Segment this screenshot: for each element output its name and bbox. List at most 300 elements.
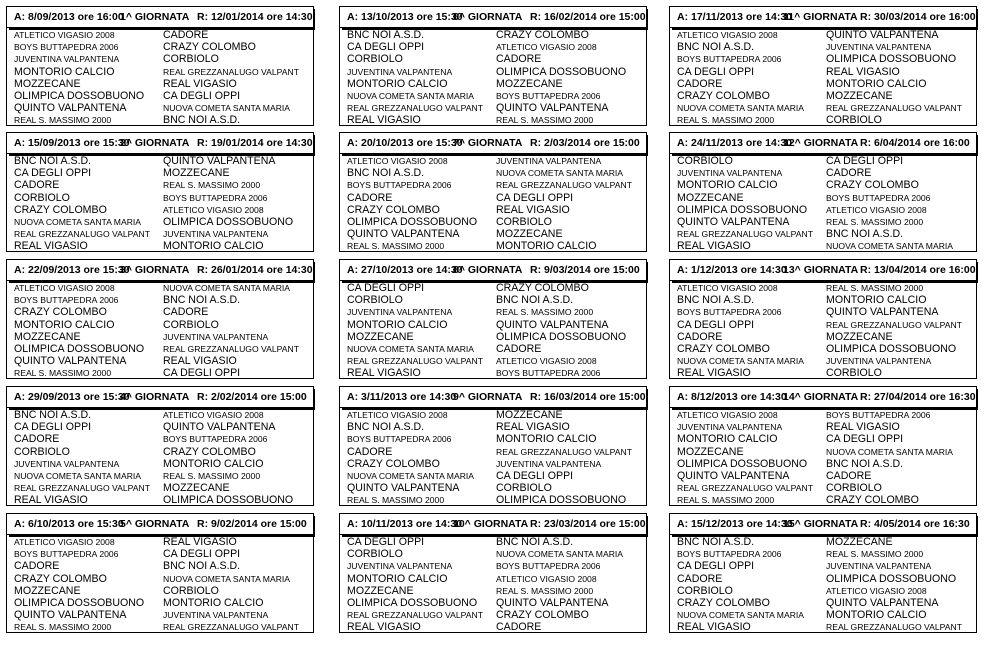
match-row [7, 409, 313, 421]
round-header [7, 260, 313, 281]
match-row [340, 66, 646, 78]
away-team: NUOVA COMETA SANTA MARIA [163, 103, 291, 114]
match-row [670, 494, 976, 506]
away-team: ATLETICO VIGASIO 2008 [163, 410, 264, 420]
match-row [7, 367, 313, 379]
match-row [7, 343, 313, 355]
match-row [670, 331, 976, 343]
round-title: 1^ GIORNATA [120, 11, 190, 23]
away-team: CRAZY COLOMBO [826, 179, 919, 192]
home-team: ATLETICO VIGASIO 2008 [677, 410, 778, 420]
round-header [340, 133, 646, 154]
match-row [7, 306, 313, 318]
round-title: 3^ GIORNATA [120, 264, 190, 276]
away-team: REAL VIGASIO [496, 203, 570, 216]
home-team: CRAZY COLOMBO [347, 203, 440, 216]
home-team: REAL GREZZANALUGO VALPANT [347, 356, 483, 367]
round-title: 10^ GIORNATA [453, 518, 529, 530]
round-card [6, 132, 314, 252]
away-team: ATLETICO VIGASIO 2008 [496, 573, 597, 584]
home-team: CA DEGLI OPPI [14, 421, 92, 434]
home-team: NUOVA COMETA SANTA MARIA [14, 470, 142, 481]
away-team: CRAZY COLOMBO [163, 41, 256, 54]
away-team: CORBIOLO [826, 482, 882, 495]
home-team: REAL S. MASSIMO 2000 [14, 115, 112, 126]
away-team: QUINTO VALPANTENA [826, 306, 939, 319]
home-team: CORBIOLO [14, 191, 70, 204]
round-header [670, 514, 976, 535]
match-row [7, 228, 313, 240]
round-card [339, 513, 647, 633]
away-team: JUVENTINA VALPANTENA [826, 356, 932, 367]
home-team: CA DEGLI OPPI [677, 318, 755, 331]
home-team: QUINTO VALPANTENA [347, 228, 460, 241]
away-team: BNC NOI A.S.D. [163, 114, 241, 127]
home-team: CA DEGLI OPPI [347, 282, 425, 294]
away-team: JUVENTINA VALPANTENA [826, 42, 932, 53]
away-team: MONTORIO CALCIO [826, 609, 927, 622]
away-team: JUVENTINA VALPANTENA [826, 561, 932, 572]
match-row [340, 548, 646, 560]
home-team: CADORE [677, 77, 723, 90]
match-row [340, 282, 646, 294]
match-row [340, 343, 646, 355]
match-row [7, 78, 313, 90]
round-card [669, 513, 977, 633]
away-team: REAL GREZZANALUGO VALPANT [163, 622, 299, 633]
away-team: QUINTO VALPANTENA [496, 102, 609, 115]
home-team: MONTORIO CALCIO [677, 433, 778, 446]
match-row [670, 560, 976, 572]
match-row [670, 66, 976, 78]
match-row [340, 482, 646, 494]
match-row [7, 446, 313, 458]
andata-date: A: 8/12/2013 ore 14:30 [677, 391, 787, 403]
away-team: CA DEGLI OPPI [163, 548, 241, 561]
match-row [670, 192, 976, 204]
away-team: BOYS BUTTAPEDRA 2006 [496, 90, 601, 101]
home-team: BNC NOI A.S.D. [347, 167, 425, 180]
match-row [340, 102, 646, 114]
away-team: BNC NOI A.S.D. [496, 536, 574, 548]
match-row [340, 421, 646, 433]
home-team: MOZZECANE [347, 330, 414, 343]
home-team: ATLETICO VIGASIO 2008 [347, 156, 448, 166]
away-team: CA DEGLI OPPI [826, 155, 904, 167]
andata-date: A: 29/09/2013 ore 15:30 [14, 391, 130, 403]
match-row [670, 367, 976, 379]
away-team: CORBIOLO [496, 215, 552, 228]
round-card [669, 6, 977, 126]
match-row [670, 482, 976, 494]
away-team: MOZZECANE [496, 228, 563, 241]
away-team: REAL GREZZANALUGO VALPANT [826, 319, 962, 330]
match-row [670, 343, 976, 355]
match-row [670, 167, 976, 179]
round-header [670, 7, 976, 28]
home-team: QUINTO VALPANTENA [677, 469, 790, 482]
match-row [7, 536, 313, 548]
match-row [340, 114, 646, 126]
match-row [7, 102, 313, 114]
away-team: ATLETICO VIGASIO 2008 [496, 356, 597, 367]
away-team: REAL S. MASSIMO 2000 [163, 180, 261, 191]
match-row [7, 482, 313, 494]
home-team: REAL GREZZANALUGO VALPANT [347, 610, 483, 621]
match-row [340, 621, 646, 633]
match-row [340, 446, 646, 458]
match-list [670, 155, 976, 253]
round-card [6, 386, 314, 506]
round-header [7, 7, 313, 28]
home-team: OLIMPICA DOSSOBUONO [14, 596, 145, 609]
match-row [670, 548, 976, 560]
away-team: CA DEGLI OPPI [163, 367, 241, 380]
andata-date: A: 10/11/2013 ore 14:30 [347, 518, 462, 530]
home-team: OLIMPICA DOSSOBUONO [347, 596, 478, 609]
andata-date: A: 13/10/2013 ore 15:30 [347, 11, 463, 23]
away-team: CADORE [496, 621, 542, 634]
away-team: REAL VIGASIO [826, 65, 900, 78]
away-team: CORBIOLO [496, 482, 552, 495]
home-team: CADORE [14, 179, 60, 192]
match-row [7, 597, 313, 609]
match-row [670, 29, 976, 41]
match-row [340, 494, 646, 506]
home-team: BOYS BUTTAPEDRA 2006 [677, 54, 782, 65]
round-card [669, 386, 977, 506]
home-team: NUOVA COMETA SANTA MARIA [677, 610, 805, 621]
home-team: REAL S. MASSIMO 2000 [347, 495, 445, 506]
match-list [670, 282, 976, 380]
match-row [670, 470, 976, 482]
away-team: OLIMPICA DOSSOBUONO [826, 342, 957, 355]
home-team: REAL VIGASIO [347, 114, 421, 127]
home-team: CRAZY COLOMBO [677, 596, 770, 609]
away-team: MONTORIO CALCIO [496, 433, 597, 446]
home-team: JUVENTINA VALPANTENA [347, 66, 453, 77]
home-team: CORBIOLO [14, 445, 70, 458]
home-team: MONTORIO CALCIO [347, 77, 448, 90]
match-row [7, 573, 313, 585]
match-list [670, 536, 976, 634]
home-team: NUOVA COMETA SANTA MARIA [14, 216, 142, 227]
away-team: OLIMPICA DOSSOBUONO [496, 330, 627, 343]
home-team: REAL S. MASSIMO 2000 [14, 368, 112, 379]
match-row [340, 294, 646, 306]
andata-date: A: 3/11/2013 ore 14:30 [347, 391, 457, 403]
round-title: 14^ GIORNATA [783, 391, 859, 403]
home-team: BNC NOI A.S.D. [347, 421, 425, 434]
ritorno-date: R: 19/01/2014 ore 14:30 [197, 137, 313, 149]
match-list [340, 282, 646, 380]
round-card [669, 132, 977, 252]
away-team: ATLETICO VIGASIO 2008 [826, 585, 927, 596]
home-team: QUINTO VALPANTENA [14, 102, 127, 115]
away-team: OLIMPICA DOSSOBUONO [826, 53, 957, 66]
match-row [670, 609, 976, 621]
home-team: CA DEGLI OPPI [677, 560, 755, 573]
home-team: CADORE [677, 572, 723, 585]
match-row [670, 114, 976, 126]
home-team: BNC NOI A.S.D. [677, 41, 755, 54]
home-team: ATLETICO VIGASIO 2008 [14, 283, 115, 293]
round-card [6, 513, 314, 633]
round-card [339, 6, 647, 126]
round-header [7, 387, 313, 408]
match-row [340, 470, 646, 482]
match-row [670, 433, 976, 445]
home-team: CRAZY COLOMBO [14, 306, 107, 319]
away-team: REAL S. MASSIMO 2000 [496, 115, 594, 126]
match-row [340, 560, 646, 572]
away-team: CA DEGLI OPPI [163, 89, 241, 102]
away-team: REAL S. MASSIMO 2000 [826, 216, 924, 227]
home-team: REAL VIGASIO [677, 240, 751, 253]
away-team: REAL GREZZANALUGO VALPANT [826, 103, 962, 114]
away-team: REAL S. MASSIMO 2000 [163, 470, 261, 481]
match-row [340, 155, 646, 167]
home-team: QUINTO VALPANTENA [677, 215, 790, 228]
round-card [669, 259, 977, 379]
home-team: NUOVA COMETA SANTA MARIA [347, 90, 475, 101]
home-team: MOZZECANE [14, 584, 81, 597]
home-team: JUVENTINA VALPANTENA [14, 458, 120, 469]
match-row [670, 294, 976, 306]
away-team: REAL VIGASIO [163, 536, 237, 548]
home-team: BOYS BUTTAPEDRA 2006 [347, 180, 452, 191]
home-team: CADORE [14, 433, 60, 446]
away-team: MONTORIO CALCIO [496, 240, 597, 253]
match-row [670, 573, 976, 585]
home-team: MONTORIO CALCIO [347, 318, 448, 331]
away-team: BNC NOI A.S.D. [826, 457, 904, 470]
away-team: MOZZECANE [163, 167, 230, 180]
match-row [7, 470, 313, 482]
home-team: REAL S. MASSIMO 2000 [347, 241, 445, 252]
away-team: REAL GREZZANALUGO VALPANT [163, 343, 299, 354]
home-team: BOYS BUTTAPEDRA 2006 [14, 549, 119, 560]
match-list [340, 536, 646, 634]
away-team: CRAZY COLOMBO [496, 29, 589, 41]
home-team: REAL VIGASIO [14, 240, 88, 253]
away-team: REAL S. MASSIMO 2000 [826, 549, 924, 560]
away-team: OLIMPICA DOSSOBUONO [496, 65, 627, 78]
away-team: MOZZECANE [163, 482, 230, 495]
round-title: 7^ GIORNATA [453, 137, 523, 149]
home-team: NUOVA COMETA SANTA MARIA [347, 343, 475, 354]
round-header [7, 514, 313, 535]
ritorno-date: R: 13/04/2014 ore 16:00 [860, 264, 976, 276]
home-team: MONTORIO CALCIO [14, 65, 115, 78]
andata-date: A: 27/10/2013 ore 14:30 [347, 264, 463, 276]
ritorno-date: R: 12/01/2014 ore 14:30 [197, 11, 313, 23]
match-row [670, 240, 976, 252]
away-team: BOYS BUTTAPEDRA 2006 [163, 192, 268, 203]
home-team: JUVENTINA VALPANTENA [677, 422, 783, 433]
home-team: CADORE [14, 560, 60, 573]
home-team: CORBIOLO [677, 584, 733, 597]
away-team: QUINTO VALPANTENA [496, 596, 609, 609]
match-row [670, 216, 976, 228]
round-title: 6^ GIORNATA [453, 11, 523, 23]
match-row [670, 306, 976, 318]
home-team: BOYS BUTTAPEDRA 2006 [677, 549, 782, 560]
home-team: CRAZY COLOMBO [677, 89, 770, 102]
round-title: 2^ GIORNATA [120, 137, 190, 149]
away-team: MOZZECANE [496, 77, 563, 90]
away-team: CORBIOLO [826, 367, 882, 380]
home-team: JUVENTINA VALPANTENA [347, 307, 453, 318]
home-team: REAL VIGASIO [347, 621, 421, 634]
match-row [7, 355, 313, 367]
match-row [670, 179, 976, 191]
match-row [340, 573, 646, 585]
away-team: MOZZECANE [826, 89, 893, 102]
match-row [340, 204, 646, 216]
match-row [7, 90, 313, 102]
match-row [340, 167, 646, 179]
away-team: NUOVA COMETA SANTA MARIA [163, 573, 291, 584]
away-team: CADORE [496, 342, 542, 355]
away-team: JUVENTINA VALPANTENA [163, 610, 269, 621]
round-title: 11^ GIORNATA [783, 11, 858, 23]
home-team: CORBIOLO [677, 155, 733, 167]
away-team: MONTORIO CALCIO [163, 240, 264, 253]
home-team: BOYS BUTTAPEDRA 2006 [14, 295, 119, 306]
match-row [7, 433, 313, 445]
match-row [7, 155, 313, 167]
match-row [340, 536, 646, 548]
match-row [340, 90, 646, 102]
round-header [7, 133, 313, 154]
home-team: REAL S. MASSIMO 2000 [677, 495, 775, 506]
away-team: CA DEGLI OPPI [496, 469, 574, 482]
home-team: BOYS BUTTAPEDRA 2006 [347, 434, 452, 445]
away-team: CRAZY COLOMBO [826, 494, 919, 507]
match-row [340, 228, 646, 240]
home-team: CORBIOLO [347, 53, 403, 66]
match-row [670, 155, 976, 167]
match-row [7, 192, 313, 204]
home-team: NUOVA COMETA SANTA MARIA [347, 470, 475, 481]
round-title: 12^ GIORNATA [783, 137, 859, 149]
ritorno-date: R: 2/03/2014 ore 15:00 [530, 137, 640, 149]
match-row [7, 179, 313, 191]
home-team: OLIMPICA DOSSOBUONO [14, 342, 145, 355]
away-team: MOZZECANE [826, 330, 893, 343]
home-team: ATLETICO VIGASIO 2008 [14, 30, 115, 40]
match-row [340, 331, 646, 343]
match-row [7, 294, 313, 306]
ritorno-date: R: 23/03/2014 ore 15:00 [530, 518, 646, 530]
andata-date: A: 17/11/2013 ore 14:30 [677, 11, 792, 23]
round-card [6, 259, 314, 379]
home-team: CA DEGLI OPPI [347, 41, 425, 54]
match-row [7, 494, 313, 506]
match-row [670, 446, 976, 458]
round-header [670, 260, 976, 281]
home-team: REAL GREZZANALUGO VALPANT [677, 229, 813, 240]
ritorno-date: R: 4/05/2014 ore 16:30 [860, 518, 970, 530]
ritorno-date: R: 16/02/2014 ore 15:00 [530, 11, 646, 23]
away-team: REAL GREZZANALUGO VALPANT [163, 66, 299, 77]
home-team: MOZZECANE [14, 330, 81, 343]
home-team: OLIMPICA DOSSOBUONO [14, 89, 145, 102]
round-header [340, 7, 646, 28]
andata-date: A: 22/09/2013 ore 15:30 [14, 264, 130, 276]
home-team: BNC NOI A.S.D. [14, 409, 92, 421]
match-row [7, 560, 313, 572]
home-team: OLIMPICA DOSSOBUONO [677, 203, 808, 216]
away-team: CORBIOLO [163, 318, 219, 331]
match-row [7, 29, 313, 41]
match-list [7, 409, 313, 507]
match-row [7, 114, 313, 126]
match-row [670, 90, 976, 102]
match-list [670, 409, 976, 507]
away-team: MONTORIO CALCIO [163, 596, 264, 609]
away-team: REAL GREZZANALUGO VALPANT [496, 446, 632, 457]
match-row [340, 192, 646, 204]
match-row [340, 29, 646, 41]
home-team: CA DEGLI OPPI [347, 536, 425, 548]
match-row [670, 355, 976, 367]
match-row [7, 621, 313, 633]
match-row [7, 319, 313, 331]
away-team: REAL S. MASSIMO 2000 [496, 307, 594, 318]
away-team: REAL S. MASSIMO 2000 [496, 585, 594, 596]
home-team: CRAZY COLOMBO [14, 203, 107, 216]
home-team: MOZZECANE [677, 445, 744, 458]
away-team: QUINTO VALPANTENA [163, 421, 276, 434]
away-team: NUOVA COMETA SANTA MARIA [826, 241, 954, 252]
home-team: OLIMPICA DOSSOBUONO [677, 457, 808, 470]
match-row [7, 240, 313, 252]
match-row [670, 282, 976, 294]
away-team: CORBIOLO [163, 53, 219, 66]
away-team: NUOVA COMETA SANTA MARIA [496, 168, 624, 179]
away-team: CADORE [826, 469, 872, 482]
home-team: REAL S. MASSIMO 2000 [677, 115, 775, 126]
match-list [7, 29, 313, 127]
home-team: NUOVA COMETA SANTA MARIA [677, 356, 805, 367]
home-team: NUOVA COMETA SANTA MARIA [677, 103, 805, 114]
home-team: REAL VIGASIO [14, 494, 88, 507]
match-row [340, 597, 646, 609]
away-team: OLIMPICA DOSSOBUONO [163, 215, 294, 228]
home-team: CADORE [347, 445, 393, 458]
away-team: CADORE [163, 29, 209, 41]
home-team: REAL GREZZANALUGO VALPANT [677, 483, 813, 494]
home-team: OLIMPICA DOSSOBUONO [347, 215, 478, 228]
home-team: CA DEGLI OPPI [677, 65, 755, 78]
andata-date: A: 1/12/2013 ore 14:30 [677, 264, 787, 276]
match-row [670, 621, 976, 633]
home-team: BOYS BUTTAPEDRA 2006 [14, 42, 119, 53]
match-row [340, 319, 646, 331]
away-team: BNC NOI A.S.D. [163, 294, 241, 307]
ritorno-date: R: 16/03/2014 ore 15:00 [530, 391, 646, 403]
match-row [7, 41, 313, 53]
andata-date: A: 15/09/2013 ore 15:30 [14, 137, 130, 149]
away-team: MOZZECANE [826, 536, 893, 548]
away-team: JUVENTINA VALPANTENA [163, 229, 269, 240]
home-team: QUINTO VALPANTENA [14, 609, 127, 622]
match-row [340, 367, 646, 379]
away-team: NUOVA COMETA SANTA MARIA [826, 446, 954, 457]
round-title: 15^ GIORNATA [783, 518, 859, 530]
